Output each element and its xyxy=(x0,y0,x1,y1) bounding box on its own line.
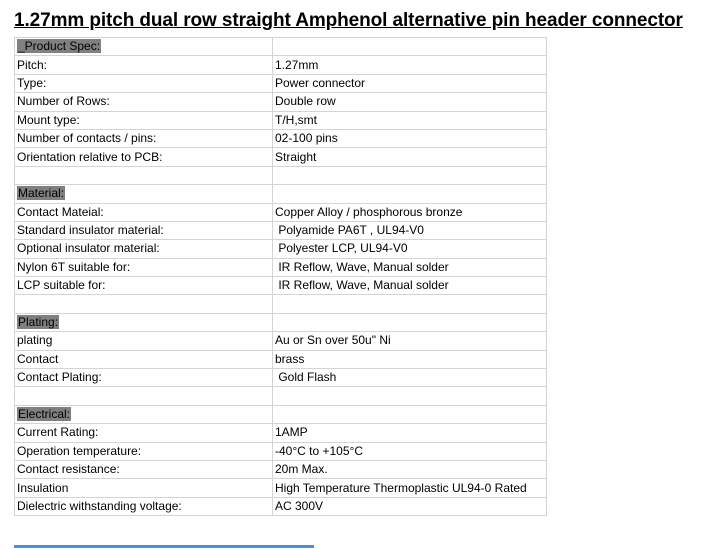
spec-value: 20m Max. xyxy=(273,460,547,478)
section-header-cell xyxy=(15,405,273,423)
spec-value: Polyamide PA6T , UL94-V0 xyxy=(273,221,547,239)
section-header-row xyxy=(15,405,547,423)
spec-value: Power connector xyxy=(273,74,547,92)
section-header-row xyxy=(15,185,547,203)
spec-value: Polyester LCP, UL94-V0 xyxy=(273,240,547,258)
spec-row xyxy=(15,479,547,497)
spec-value: Gold Flash xyxy=(273,369,547,387)
blank-row xyxy=(15,166,547,184)
empty-cell xyxy=(273,185,547,203)
spec-label: Current Rating: xyxy=(15,424,273,442)
empty-cell xyxy=(15,387,273,405)
spec-row xyxy=(15,221,547,239)
spec-value: T/H,smt xyxy=(273,111,547,129)
spec-row xyxy=(15,93,547,111)
spec-row xyxy=(15,148,547,166)
spec-label: Optional insulator material: xyxy=(15,240,273,258)
spec-row xyxy=(15,240,547,258)
spec-value: High Temperature Thermoplastic UL94-0 Rated xyxy=(273,479,547,497)
empty-cell xyxy=(273,313,547,331)
spec-label: Insulation xyxy=(15,479,273,497)
spec-label: Orientation relative to PCB: xyxy=(15,148,273,166)
spec-value: Copper Alloy / phosphorous bronze xyxy=(273,203,547,221)
blank-row xyxy=(15,295,547,313)
blank-row xyxy=(15,387,547,405)
spec-row xyxy=(15,332,547,350)
spec-label: Contact resistance: xyxy=(15,460,273,478)
spec-row xyxy=(15,258,547,276)
spec-label: Standard insulator material: xyxy=(15,221,273,239)
spec-value: 1.27mm xyxy=(273,56,547,74)
spec-label: Pitch: xyxy=(15,56,273,74)
empty-cell xyxy=(15,295,273,313)
spec-value: -40°C to +105°C xyxy=(273,442,547,460)
spec-value: AC 300V xyxy=(273,497,547,515)
spec-label: Number of Rows: xyxy=(15,93,273,111)
spec-value: Au or Sn over 50u" Ni xyxy=(273,332,547,350)
section-header: _Product Spec: xyxy=(18,39,101,54)
spec-row xyxy=(15,129,547,147)
spec-value: Double row xyxy=(273,93,547,111)
spec-row xyxy=(15,442,547,460)
section-header-cell xyxy=(15,185,273,203)
spec-value: 02-100 pins xyxy=(273,129,547,147)
spec-label: plating xyxy=(15,332,273,350)
spec-row xyxy=(15,460,547,478)
empty-cell xyxy=(273,405,547,423)
empty-cell xyxy=(273,387,547,405)
spec-table xyxy=(14,37,547,516)
spec-label: Contact xyxy=(15,350,273,368)
empty-cell xyxy=(15,166,273,184)
section-header-row xyxy=(15,313,547,331)
spec-label: Operation temperature: xyxy=(15,442,273,460)
spec-row xyxy=(15,203,547,221)
spec-row xyxy=(15,369,547,387)
section-header-cell xyxy=(15,313,273,331)
empty-cell xyxy=(273,166,547,184)
spec-row xyxy=(15,56,547,74)
spec-label: Dielectric withstanding voltage: xyxy=(15,497,273,515)
spec-label: Number of contacts / pins: xyxy=(15,129,273,147)
spec-label: LCP suitable for: xyxy=(15,277,273,295)
spec-label: Mount type: xyxy=(15,111,273,129)
spec-label: Contact Mateial: xyxy=(15,203,273,221)
spec-value: 1AMP xyxy=(273,424,547,442)
section-header-row xyxy=(15,38,547,56)
spec-value: Straight xyxy=(273,148,547,166)
empty-cell xyxy=(273,38,547,56)
section-header: Electrical: xyxy=(18,407,71,421)
spec-value: IR Reflow, Wave, Manual solder xyxy=(273,277,547,295)
spec-label: Contact Plating: xyxy=(15,369,273,387)
page-title: 1.27mm pitch dual row straight Amphenol alternative pin header connector xyxy=(14,10,683,31)
spec-label: Type: xyxy=(15,74,273,92)
spec-value: IR Reflow, Wave, Manual solder xyxy=(273,258,547,276)
section-header: Plating: xyxy=(18,315,59,330)
spec-label: Nylon 6T suitable for: xyxy=(15,258,273,276)
section-header: Material: xyxy=(18,186,65,201)
spec-row xyxy=(15,497,547,515)
spec-row xyxy=(15,424,547,442)
section-header-cell xyxy=(15,38,273,56)
spec-row xyxy=(15,111,547,129)
spec-row xyxy=(15,74,547,92)
empty-cell xyxy=(273,295,547,313)
spec-row xyxy=(15,277,547,295)
spec-value: brass xyxy=(273,350,547,368)
selection-underline xyxy=(14,545,314,548)
spec-row xyxy=(15,350,547,368)
